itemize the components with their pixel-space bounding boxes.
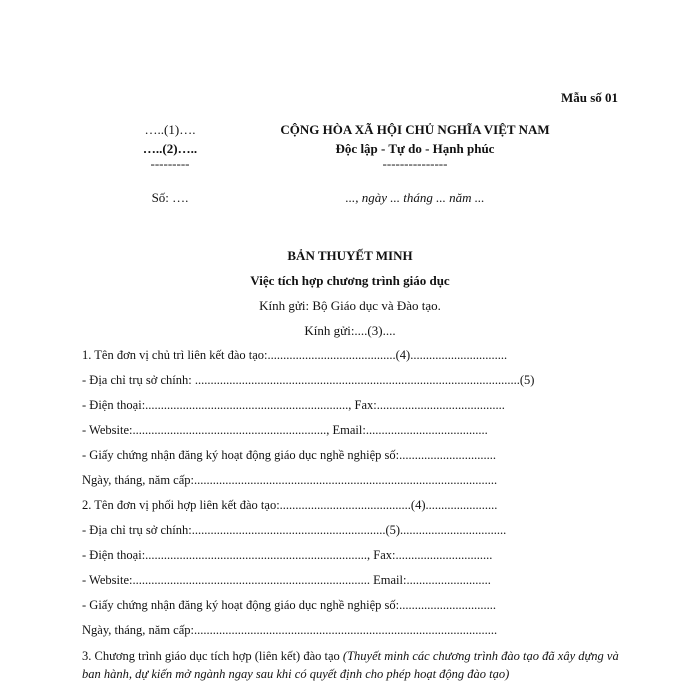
form-line: - Giấy chứng nhận đăng ký hoạt động giáo dục nghề nghiệp số:............................... bbox=[82, 598, 497, 612]
national-motto: Độc lập - Tự do - Hạnh phúc bbox=[335, 141, 495, 156]
recipient-line-1: Kính gửi: Bộ Giáo dục và Đào tạo. bbox=[259, 298, 441, 313]
form-line: - Website:.............................................................., Email:....................................... bbox=[82, 423, 488, 437]
document-title: BẢN THUYẾT MINH bbox=[287, 248, 413, 263]
form-line: - Website:............................................................................ Email:........................... bbox=[82, 573, 491, 587]
form-line: - Điện thoại:......................................................................., Fax:............................... bbox=[82, 548, 493, 562]
form-line: Ngày, tháng, năm cấp:................................................................................................. bbox=[82, 473, 498, 487]
section-3-lead: 3. Chương trình giáo dục tích hợp (liên kết) đào tạo bbox=[82, 649, 343, 663]
form-line: - Địa chỉ trụ sở chính: ........................................................................................................(5) bbox=[82, 373, 535, 387]
form-line: 2. Tên đơn vị phối hợp liên kết đào tạo:..........................................(4)....................... bbox=[82, 498, 498, 512]
document-subtitle: Việc tích hợp chương trình giáo dục bbox=[250, 273, 450, 288]
section-3-note: (Thuyết minh các chương trình đào tạo đã xây dựng và ban hành, dự kiến mở ngành ngay sau khi có quyết định cho phép hoạt động đào tạo) bbox=[82, 649, 619, 681]
issuing-agency-line2: …..(2)….. bbox=[142, 141, 198, 156]
right-rule: --------------- bbox=[382, 156, 448, 171]
place-date: ..., ngày ... tháng ... năm ... bbox=[345, 190, 485, 205]
national-title: CỘNG HÒA XÃ HỘI CHỦ NGHĨA VIỆT NAM bbox=[280, 122, 550, 137]
section-3-paragraph bbox=[82, 647, 622, 683]
form-number: Mẫu số 01 bbox=[560, 90, 618, 105]
form-line: - Địa chỉ trụ sở chính:..............................................................(5).................................. bbox=[82, 523, 507, 537]
left-rule: --------- bbox=[150, 156, 190, 171]
issuing-agency-line1: …..(1)…. bbox=[144, 122, 196, 137]
form-line: Ngày, tháng, năm cấp:................................................................................................. bbox=[82, 623, 498, 637]
form-line: 1. Tên đơn vị chủ trì liên kết đào tạo:.........................................(4)............................... bbox=[82, 348, 508, 362]
document-number: Số: …. bbox=[151, 190, 189, 205]
recipient-line-2: Kính gửi:....(3).... bbox=[304, 323, 396, 338]
form-line: - Giấy chứng nhận đăng ký hoạt động giáo dục nghề nghiệp số:............................... bbox=[82, 448, 497, 462]
form-line: - Điện thoại:................................................................., Fax:......................................... bbox=[82, 398, 505, 412]
